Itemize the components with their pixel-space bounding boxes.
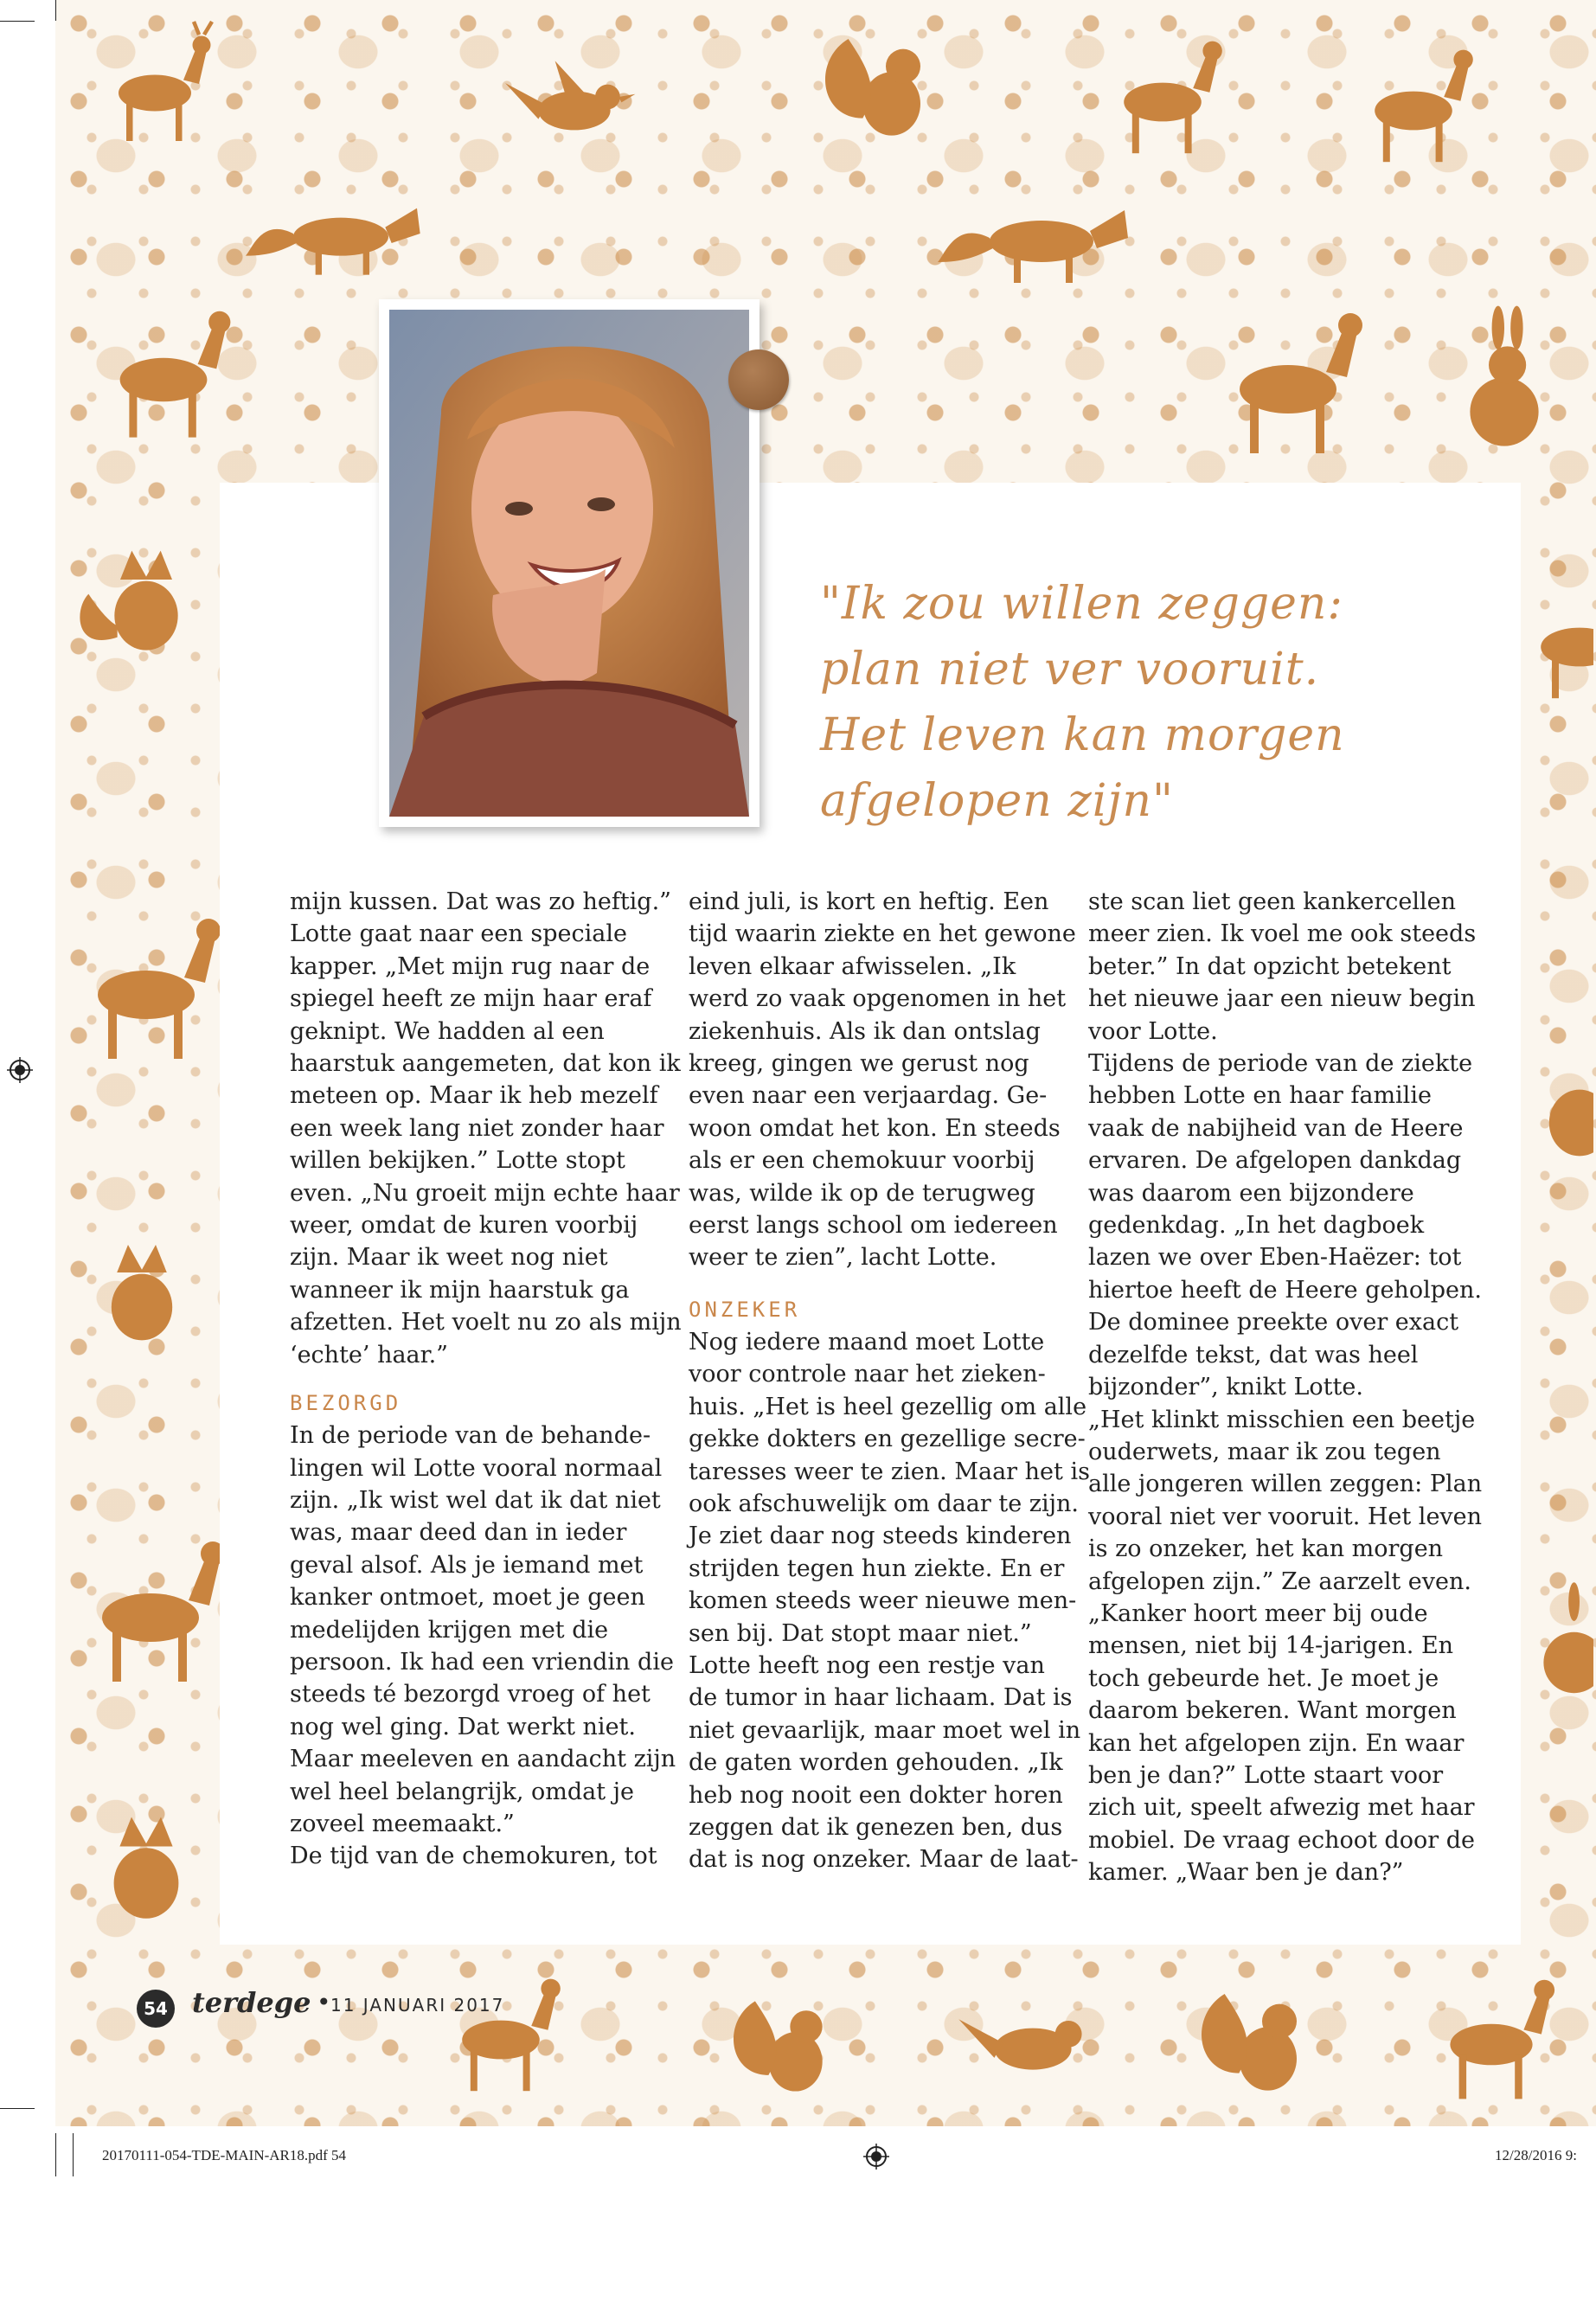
text-line: de tumor in haar lichaam. Dat is (689, 1684, 1073, 1712)
text-line: ‘echte’ haar.” (290, 1341, 448, 1368)
portrait-photo (389, 310, 749, 817)
fox-icon (73, 1799, 220, 1938)
text-line: Nog iedere maand moet Lotte (689, 1328, 1045, 1356)
footer-separator: • (317, 1988, 331, 2016)
text-line: ouderwets, maar ik zou tegen (1088, 1438, 1441, 1465)
column-text (689, 1326, 1090, 1876)
column-text (1088, 886, 1483, 1889)
portrait-photo-frame (379, 299, 760, 827)
text-line: toch gebeurde het. Je moet je (1088, 1664, 1439, 1692)
text-line: geknipt. We hadden al een (290, 1017, 605, 1045)
text-line: kreeg, gingen we gerust nog (689, 1050, 1029, 1078)
text-line: Lotte heeft nog een restje van (689, 1651, 1045, 1679)
text-line: willen bekijken.” Lotte stopt (290, 1147, 625, 1175)
section-heading-bezorgd: BEZORGD (290, 1391, 402, 1416)
text-line: mensen, niet bij 14-jarigen. En (1088, 1632, 1454, 1660)
text-line: leven elkaar afwisselen. „Ik (689, 952, 1016, 980)
text-line: even naar een verjaardag. Ge- (689, 1082, 1048, 1110)
text-line: komen steeds weer nieuwe men- (689, 1587, 1077, 1615)
pull-quote-line: plan niet ver vooruit. (820, 644, 1320, 695)
text-line: mijn kussen. Dat was zo heftig.” (290, 888, 671, 915)
text-line: afzetten. Het voelt nu zo als mijn (290, 1309, 682, 1336)
text-line: sen bij. Dat stopt maar niet.” (689, 1619, 1032, 1647)
page-number: 54 (137, 1990, 175, 2028)
bird-icon (505, 52, 644, 156)
text-line: persoon. Ik had een vriendin die (290, 1648, 674, 1676)
text-line: ervaren. De afgelopen dankdag (1088, 1147, 1462, 1175)
article-column-3 (1088, 886, 1483, 1889)
text-line: zijn. „Ik wist wel dat ik dat niet (290, 1486, 661, 1514)
text-line: „Kanker hoort meer bij oude (1088, 1599, 1428, 1627)
deer-icon (73, 294, 254, 450)
text-line: even. „Nu groeit mijn echte haar (290, 1179, 680, 1207)
text-line: De dominee preekte over exact (1088, 1309, 1459, 1336)
text-line: niet gevaarlijk, maar moet wel in (689, 1716, 1081, 1744)
registration-mark-icon (863, 2144, 889, 2170)
text-line: ziekenhuis. Als ik dan ontslag (689, 1017, 1041, 1045)
text-line: vooral niet ver vooruit. Het leven (1088, 1503, 1483, 1530)
text-line: lazen we over Eben-Haëzer: tot (1088, 1244, 1462, 1272)
text-line: zeggen dat ik genezen ben, dus (689, 1813, 1063, 1841)
article-column-1 (290, 886, 682, 1873)
squirrel-icon (713, 1981, 851, 2102)
fox-icon (1524, 1038, 1593, 1194)
text-line: meteen op. Maar ik heb mezelf (290, 1082, 658, 1110)
text-line: was daarom een bijzondere (1088, 1179, 1414, 1207)
deer-icon (64, 1522, 237, 1695)
text-line: eerst langs school om iedereen (689, 1212, 1058, 1240)
rabbit-icon (1524, 1557, 1593, 1713)
text-line: wanneer ik mijn haarstuk ga (290, 1276, 630, 1304)
fox-icon (246, 182, 436, 285)
text-line: beter.” In dat opzicht betekent (1088, 952, 1452, 980)
text-line: Tijdens de periode van de ziekte (1088, 1050, 1473, 1078)
pull-quote (820, 571, 1345, 834)
deer-icon (1180, 294, 1396, 467)
text-line: woon omdat het kon. En steeds (689, 1114, 1061, 1142)
deer-icon (1524, 554, 1593, 727)
text-line: kan het afgelopen zijn. En waar (1088, 1729, 1465, 1757)
pull-quote-line: "Ik zou willen zeggen: (820, 578, 1343, 630)
text-line: meer zien. Ik voel me ook steeds (1088, 920, 1477, 948)
fox-icon (73, 1228, 211, 1358)
text-line: ben je dan?” Lotte staart voor (1088, 1761, 1444, 1789)
text-line: medelijden krijgen met die (290, 1616, 609, 1644)
deer-icon (90, 17, 220, 156)
text-line: ook afschuwelijk om daar te zijn. (689, 1490, 1079, 1517)
rabbit-icon (1439, 303, 1569, 458)
pull-quote-line: Het leven kan morgen (820, 709, 1345, 761)
text-line: bijzonder”, knikt Lotte. (1088, 1374, 1363, 1401)
text-line: vaak de nabijheid van de Heere (1088, 1114, 1464, 1142)
text-line: gekke dokters en gezellige secre- (689, 1426, 1086, 1453)
text-line: hiertoe heeft de Heere geholpen. (1088, 1276, 1482, 1304)
crop-mark (0, 2108, 35, 2109)
text-line: dat is nog onzeker. Maar de laat- (689, 1846, 1079, 1874)
text-line: zijn. Maar ik weet nog niet (290, 1244, 608, 1272)
text-line: spiegel heeft ze mijn haar eraf (290, 985, 652, 1013)
text-line: de gaten worden gehouden. „Ik (689, 1749, 1063, 1777)
registration-mark-icon (7, 1057, 33, 1083)
text-line: wel heel belangrijk, omdat je (290, 1778, 634, 1805)
column-text (689, 886, 1076, 1274)
text-line: weer, omdat de kuren voorbij (290, 1212, 638, 1240)
text-line: Lotte gaat naar een speciale (290, 920, 627, 948)
crop-mark (55, 2133, 56, 2176)
text-line: ste scan liet geen kankercellen (1088, 888, 1457, 915)
crop-mark (55, 0, 56, 21)
text-line: Je ziet daar nog steeds kinderen (689, 1522, 1072, 1550)
text-line: strijden tegen hun ziekte. En er (689, 1554, 1065, 1582)
text-line: gedenkdag. „In het dagboek (1088, 1212, 1425, 1240)
text-line: tijd waarin ziekte en het gewone (689, 920, 1076, 948)
deer-icon (55, 900, 237, 1073)
text-line: taresses weer te zien. Maar het is (689, 1458, 1090, 1485)
text-line: steeds té bezorgd vroeg of het (290, 1681, 651, 1708)
print-slug-date: 12/28/2016 9: (1495, 2147, 1577, 2163)
bird-icon (955, 1990, 1111, 2093)
text-line: weer te zien”, lacht Lotte. (689, 1244, 997, 1272)
deer-icon (419, 1964, 583, 2102)
text-line: „Het klinkt misschien een beetje (1088, 1406, 1476, 1433)
text-line: voor controle naar het zieken- (689, 1361, 1046, 1388)
text-line: mobiel. De vraag echoot door de (1088, 1826, 1475, 1854)
article-column-2 (689, 886, 1090, 1876)
text-line: Maar meeleven en aandacht zijn (290, 1746, 676, 1773)
crop-mark (73, 2133, 74, 2176)
deer-icon (1076, 26, 1249, 164)
pull-quote-line: afgelopen zijn" (820, 775, 1174, 827)
text-line: haarstuk aangemeten, dat kon ik (290, 1050, 681, 1078)
text-line: kapper. „Met mijn rug naar de (290, 952, 651, 980)
text-line: In de periode van de behande- (290, 1422, 651, 1450)
text-line: zoveel meemaakt.” (290, 1810, 515, 1837)
crop-mark (0, 21, 35, 22)
text-line: was, wilde ik op de terugweg (689, 1179, 1035, 1207)
print-slug-filename: 20170111-054-TDE-MAIN-AR18.pdf 54 (102, 2147, 347, 2163)
text-line: lingen wil Lotte vooral normaal (290, 1454, 663, 1482)
fox-icon (73, 536, 220, 666)
text-line: voor Lotte. (1088, 1017, 1218, 1045)
text-line: geval alsof. Als je iemand met (290, 1551, 644, 1579)
deer-icon (1405, 1964, 1578, 2111)
squirrel-icon (1180, 1972, 1327, 2102)
section-heading-onzeker: ONZEKER (689, 1297, 801, 1322)
text-line: De tijd van de chemokuren, tot (290, 1843, 657, 1870)
squirrel-icon (799, 17, 955, 147)
issue-date: 11 JANUARI 2017 (330, 1995, 505, 2016)
text-line: een week lang niet zonder haar (290, 1114, 664, 1142)
column-text (290, 1420, 676, 1873)
photo-pin (728, 349, 789, 410)
text-line: daarom bekeren. Want morgen (1088, 1697, 1457, 1725)
text-line: heb nog nooit een dokter horen (689, 1781, 1063, 1809)
text-line: was, maar deed dan in ieder (290, 1519, 627, 1547)
text-line: eind juli, is kort en heftig. Een (689, 888, 1049, 915)
text-line: alle jongeren willen zeggen: Plan (1088, 1471, 1483, 1498)
text-line: kamer. „Waar ben je dan?” (1088, 1859, 1404, 1887)
text-line: zich uit, speelt afwezig met haar (1088, 1794, 1475, 1822)
text-line: nog wel ging. Dat werkt niet. (290, 1713, 636, 1740)
text-line: kanker ontmoet, moet je geen (290, 1584, 645, 1612)
text-line: dezelfde tekst, dat was heel (1088, 1341, 1419, 1368)
text-line: het nieuwe jaar een nieuw begin (1088, 985, 1476, 1013)
text-line: hebben Lotte en haar familie (1088, 1082, 1432, 1110)
text-line: is zo onzeker, het kan morgen (1088, 1535, 1444, 1563)
text-line: als er een chemokuur voorbij (689, 1147, 1035, 1175)
text-line: werd zo vaak opgenomen in het (689, 985, 1067, 1013)
text-line: afgelopen zijn.” Ze aarzelt even. (1088, 1567, 1471, 1595)
magazine-brand: terdege (192, 1986, 311, 2019)
fox-icon (938, 182, 1145, 294)
deer-icon (1336, 35, 1491, 173)
text-line: huis. „Het is heel gezellig om alle (689, 1393, 1087, 1420)
column-text (290, 886, 682, 1371)
